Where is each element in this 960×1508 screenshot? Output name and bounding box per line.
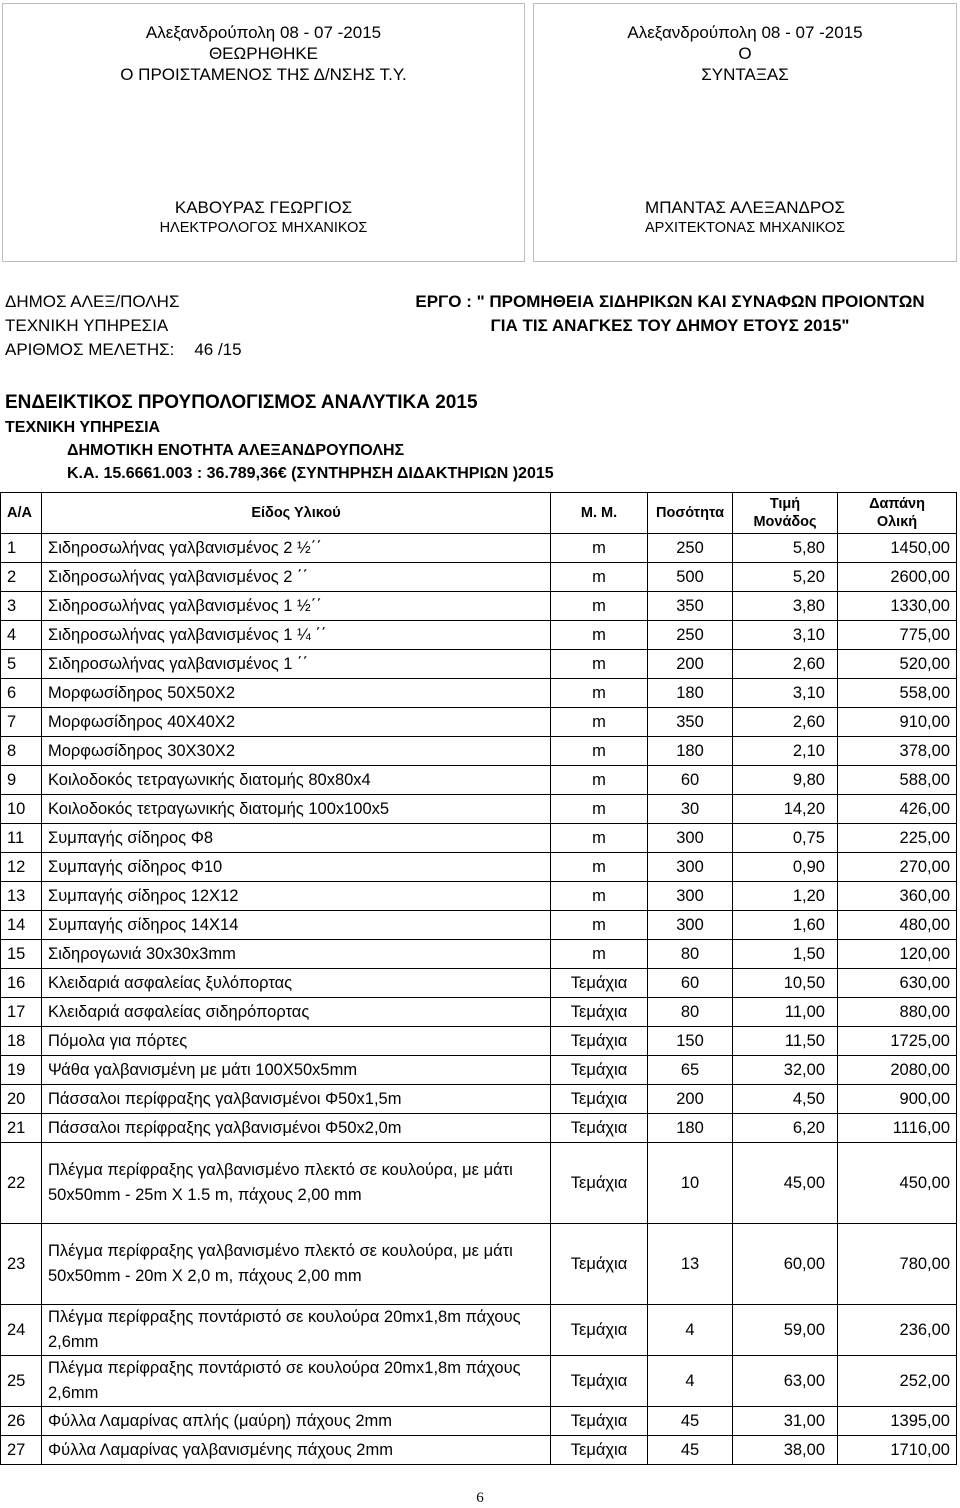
approver-date: Αλεξανδρούπολη 08 - 07 -2015 bbox=[145, 23, 382, 42]
row-number: 26 bbox=[1, 1407, 42, 1436]
row-quantity: 4 bbox=[648, 1356, 733, 1407]
project-line-1: ΕΡΓΟ : " ΠΡΟΜΗΘΕΙΑ ΣΙΔΗΡΙΚΩΝ ΚΑΙ ΣΥΝΑΦΩΝ ΠΡΟΙΟΝΤΩΝ bbox=[415, 292, 925, 311]
row-total: 360,00 bbox=[838, 882, 957, 911]
row-quantity: 180 bbox=[648, 737, 733, 766]
row-description: Κοιλοδοκός τετραγωνικής διατομής 100x100x5 bbox=[42, 795, 551, 824]
table-row bbox=[1, 766, 957, 795]
row-unit-price: 1,60 bbox=[733, 911, 838, 940]
row-total: 1116,00 bbox=[838, 1114, 957, 1143]
row-quantity: 200 bbox=[648, 650, 733, 679]
row-quantity: 300 bbox=[648, 853, 733, 882]
row-total: 2080,00 bbox=[838, 1056, 957, 1085]
study-label: ΑΡΙΘΜΟΣ ΜΕΛΕΤΗΣ: bbox=[5, 340, 175, 359]
budget-heading bbox=[5, 390, 554, 485]
row-description: Μορφωσίδηρος 50Χ50Χ2 bbox=[42, 679, 551, 708]
row-unit: Τεμάχια bbox=[551, 1305, 648, 1356]
col-price-header-line1: Τιμή bbox=[769, 496, 801, 512]
row-total: 450,00 bbox=[838, 1143, 957, 1224]
row-number: 16 bbox=[1, 969, 42, 998]
row-total: 1330,00 bbox=[838, 592, 957, 621]
row-unit: Τεμάχια bbox=[551, 969, 648, 998]
row-quantity: 250 bbox=[648, 534, 733, 563]
table-row bbox=[1, 708, 957, 737]
row-unit: m bbox=[551, 882, 648, 911]
row-unit-price: 60,00 bbox=[733, 1224, 838, 1305]
row-unit-price: 3,80 bbox=[733, 592, 838, 621]
study-number-line bbox=[5, 338, 242, 362]
row-total: 558,00 bbox=[838, 679, 957, 708]
row-quantity: 65 bbox=[648, 1056, 733, 1085]
approver-status: ΘΕΩΡΗΘΗΚΕ bbox=[208, 44, 319, 63]
row-quantity: 80 bbox=[648, 940, 733, 969]
row-total: 270,00 bbox=[838, 853, 957, 882]
table-row bbox=[1, 824, 957, 853]
col-total-header-line1: Δαπάνη bbox=[869, 496, 925, 512]
row-quantity: 30 bbox=[648, 795, 733, 824]
row-number: 25 bbox=[1, 1356, 42, 1407]
row-unit-price: 0,90 bbox=[733, 853, 838, 882]
row-total: 225,00 bbox=[838, 824, 957, 853]
col-unit-header: Μ. Μ. bbox=[551, 493, 648, 534]
table-row bbox=[1, 621, 957, 650]
row-unit-price: 2,60 bbox=[733, 708, 838, 737]
row-unit-price: 3,10 bbox=[733, 621, 838, 650]
row-number: 13 bbox=[1, 882, 42, 911]
row-unit: m bbox=[551, 679, 648, 708]
author-date: Αλεξανδρούπολη 08 - 07 -2015 bbox=[627, 23, 863, 42]
row-number: 6 bbox=[1, 679, 42, 708]
row-description: Σιδηροσωλήνας γαλβανισμένος 1 ΄΄ bbox=[42, 650, 551, 679]
table-row bbox=[1, 795, 957, 824]
row-description: Μορφωσίδηρος 40Χ40Χ2 bbox=[42, 708, 551, 737]
author-status: Ο bbox=[738, 44, 752, 63]
table-row bbox=[1, 679, 957, 708]
row-total: 780,00 bbox=[838, 1224, 957, 1305]
row-total: 775,00 bbox=[838, 621, 957, 650]
col-price-header-line2: Μονάδος bbox=[753, 514, 817, 530]
municipality: ΔΗΜΟΣ ΑΛΕΞ/ΠΟΛΗΣ bbox=[5, 292, 180, 311]
row-quantity: 180 bbox=[648, 679, 733, 708]
table-row bbox=[1, 940, 957, 969]
row-description: Κλειδαριά ασφαλείας σιδηρόπορτας bbox=[42, 998, 551, 1027]
row-number: 14 bbox=[1, 911, 42, 940]
row-quantity: 10 bbox=[648, 1143, 733, 1224]
row-quantity: 300 bbox=[648, 882, 733, 911]
table-row bbox=[1, 737, 957, 766]
row-unit-price: 45,00 bbox=[733, 1143, 838, 1224]
row-unit: Τεμάχια bbox=[551, 1407, 648, 1436]
table-row bbox=[1, 1085, 957, 1114]
table-row bbox=[1, 1224, 957, 1305]
table-row bbox=[1, 882, 957, 911]
row-quantity: 60 bbox=[648, 969, 733, 998]
row-total: 630,00 bbox=[838, 969, 957, 998]
row-unit: Τεμάχια bbox=[551, 1027, 648, 1056]
row-number: 9 bbox=[1, 766, 42, 795]
row-quantity: 4 bbox=[648, 1305, 733, 1356]
row-total: 520,00 bbox=[838, 650, 957, 679]
row-number: 1 bbox=[1, 534, 42, 563]
row-description: Σιδηροσωλήνας γαλβανισμένος 1 ¼ ΄΄ bbox=[42, 621, 551, 650]
page-number: 6 bbox=[476, 1490, 484, 1506]
table-row bbox=[1, 1436, 957, 1465]
row-unit-price: 3,10 bbox=[733, 679, 838, 708]
col-price-header bbox=[733, 493, 838, 534]
row-unit: Τεμάχια bbox=[551, 1436, 648, 1465]
table-row bbox=[1, 1143, 957, 1224]
row-description: Φύλλα Λαμαρίνας απλής (μαύρη) πάχους 2mm bbox=[42, 1407, 551, 1436]
row-unit-price: 38,00 bbox=[733, 1436, 838, 1465]
row-description: Συμπαγής σίδηρος 12Χ12 bbox=[42, 882, 551, 911]
row-number: 15 bbox=[1, 940, 42, 969]
row-total: 252,00 bbox=[838, 1356, 957, 1407]
table-row bbox=[1, 1114, 957, 1143]
row-quantity: 60 bbox=[648, 766, 733, 795]
table-row bbox=[1, 969, 957, 998]
row-description: Σιδηροσωλήνας γαλβανισμένος 2 ½΄΄ bbox=[42, 534, 551, 563]
row-quantity: 80 bbox=[648, 998, 733, 1027]
row-total: 2600,00 bbox=[838, 563, 957, 592]
row-unit-price: 0,75 bbox=[733, 824, 838, 853]
row-number: 11 bbox=[1, 824, 42, 853]
row-number: 27 bbox=[1, 1436, 42, 1465]
row-unit-price: 11,50 bbox=[733, 1027, 838, 1056]
items-table bbox=[0, 492, 957, 1465]
row-unit: Τεμάχια bbox=[551, 1224, 648, 1305]
row-quantity: 350 bbox=[648, 708, 733, 737]
row-unit: m bbox=[551, 592, 648, 621]
row-description: Κοιλοδοκός τετραγωνικής διατομής 80x80x4 bbox=[42, 766, 551, 795]
row-number: 2 bbox=[1, 563, 42, 592]
row-unit: Τεμάχια bbox=[551, 1056, 648, 1085]
budget-title: ΕΝΔΕΙΚΤΙΚΟΣ ΠΡΟΥΠΟΛΟΓΙΣΜΟΣ ΑΝΑΛΥΤΙΚΑ 2015 bbox=[5, 392, 478, 413]
row-unit-price: 31,00 bbox=[733, 1407, 838, 1436]
row-quantity: 300 bbox=[648, 824, 733, 853]
row-description: Μορφωσίδηρος 30Χ30Χ2 bbox=[42, 737, 551, 766]
row-total: 1710,00 bbox=[838, 1436, 957, 1465]
row-unit-price: 2,60 bbox=[733, 650, 838, 679]
row-number: 3 bbox=[1, 592, 42, 621]
row-quantity: 45 bbox=[648, 1407, 733, 1436]
signature-box-approver bbox=[2, 3, 525, 262]
row-unit: Τεμάχια bbox=[551, 1143, 648, 1224]
row-description: Σιδηρογωνιά 30x30x3mm bbox=[42, 940, 551, 969]
author-role: ΣΥΝΤΑΞΑΣ bbox=[701, 65, 789, 84]
table-header-row bbox=[1, 493, 957, 534]
row-description: Πλέγμα περίφραξης ποντάριστό σε κουλούρα 20mx1,8m πάχους 2,6mm bbox=[42, 1305, 551, 1356]
row-description: Ψάθα γαλβανισμένη με μάτι 100Χ50x5mm bbox=[42, 1056, 551, 1085]
table-row bbox=[1, 911, 957, 940]
row-unit-price: 5,80 bbox=[733, 534, 838, 563]
row-quantity: 500 bbox=[648, 563, 733, 592]
row-description: Πλέγμα περίφραξης γαλβανισμένο πλεκτό σε κουλούρα, με μάτι 50x50mm - 25m Χ 1.5 m, πάχους 2,00 mm bbox=[42, 1143, 551, 1224]
row-unit-price: 1,50 bbox=[733, 940, 838, 969]
table-row bbox=[1, 563, 957, 592]
row-unit-price: 2,10 bbox=[733, 737, 838, 766]
row-total: 900,00 bbox=[838, 1085, 957, 1114]
row-quantity: 45 bbox=[648, 1436, 733, 1465]
row-number: 8 bbox=[1, 737, 42, 766]
budget-service: ΤΕΧΝΙΚΗ ΥΠΗΡΕΣΙΑ bbox=[5, 419, 161, 436]
row-unit: m bbox=[551, 708, 648, 737]
row-total: 880,00 bbox=[838, 998, 957, 1027]
row-number: 5 bbox=[1, 650, 42, 679]
row-description: Σιδηροσωλήνας γαλβανισμένος 1 ½΄΄ bbox=[42, 592, 551, 621]
row-total: 378,00 bbox=[838, 737, 957, 766]
table-row bbox=[1, 1027, 957, 1056]
row-unit: m bbox=[551, 563, 648, 592]
issuer-block bbox=[5, 290, 242, 362]
row-unit-price: 63,00 bbox=[733, 1356, 838, 1407]
row-unit: m bbox=[551, 795, 648, 824]
row-number: 18 bbox=[1, 1027, 42, 1056]
row-quantity: 300 bbox=[648, 911, 733, 940]
row-quantity: 150 bbox=[648, 1027, 733, 1056]
row-total: 910,00 bbox=[838, 708, 957, 737]
row-number: 7 bbox=[1, 708, 42, 737]
row-total: 1395,00 bbox=[838, 1407, 957, 1436]
row-total: 120,00 bbox=[838, 940, 957, 969]
col-total-header bbox=[838, 493, 957, 534]
row-quantity: 180 bbox=[648, 1114, 733, 1143]
col-total-header-line2: Ολική bbox=[876, 514, 918, 530]
table-row bbox=[1, 1305, 957, 1356]
row-unit: m bbox=[551, 766, 648, 795]
project-line-2: ΓΙΑ ΤΙΣ ΑΝΑΓΚΕΣ ΤΟΥ ΔΗΜΟΥ ΕΤΟΥΣ 2015" bbox=[490, 316, 850, 335]
row-unit: m bbox=[551, 534, 648, 563]
row-unit: m bbox=[551, 853, 648, 882]
row-unit: m bbox=[551, 824, 648, 853]
row-unit-price: 6,20 bbox=[733, 1114, 838, 1143]
row-quantity: 250 bbox=[648, 621, 733, 650]
table-row bbox=[1, 1056, 957, 1085]
approver-title: ΗΛΕΚΤΡΟΛΟΓΟΣ ΜΗΧΑΝΙΚΟΣ bbox=[159, 220, 368, 236]
col-desc-header: Είδος Υλικού bbox=[42, 493, 551, 534]
table-row bbox=[1, 534, 957, 563]
row-unit: m bbox=[551, 911, 648, 940]
row-description: Κλειδαριά ασφαλείας ξυλόπορτας bbox=[42, 969, 551, 998]
row-unit-price: 10,50 bbox=[733, 969, 838, 998]
row-unit: Τεμάχια bbox=[551, 998, 648, 1027]
row-description: Συμπαγής σίδηρος 14Χ14 bbox=[42, 911, 551, 940]
row-number: 21 bbox=[1, 1114, 42, 1143]
row-total: 236,00 bbox=[838, 1305, 957, 1356]
budget-unit: ΔΗΜΟΤΙΚΗ ΕΝΟΤΗΤΑ ΑΛΕΞΑΝΔΡΟΥΠΟΛΗΣ bbox=[67, 442, 405, 459]
row-unit: Τεμάχια bbox=[551, 1114, 648, 1143]
project-title bbox=[385, 290, 955, 338]
col-num-header: Α/Α bbox=[1, 493, 42, 534]
service: ΤΕΧΝΙΚΗ ΥΠΗΡΕΣΙΑ bbox=[5, 316, 169, 335]
row-description: Πάσσαλοι περίφραξης γαλβανισμένοι Φ50x1,5m bbox=[42, 1085, 551, 1114]
table-row bbox=[1, 650, 957, 679]
table-row bbox=[1, 998, 957, 1027]
budget-code: Κ.Α. 15.6661.003 : 36.789,36€ (ΣΥΝΤΗΡΗΣΗ ΔΙΔΑΚΤΗΡΙΩΝ )2015 bbox=[67, 465, 554, 482]
row-unit-price: 11,00 bbox=[733, 998, 838, 1027]
row-quantity: 350 bbox=[648, 592, 733, 621]
col-qty-header: Ποσότητα bbox=[648, 493, 733, 534]
row-unit: m bbox=[551, 940, 648, 969]
row-quantity: 13 bbox=[648, 1224, 733, 1305]
table-row bbox=[1, 853, 957, 882]
table-row bbox=[1, 592, 957, 621]
row-total: 1725,00 bbox=[838, 1027, 957, 1056]
row-number: 19 bbox=[1, 1056, 42, 1085]
signature-box-author bbox=[533, 3, 957, 262]
row-unit-price: 9,80 bbox=[733, 766, 838, 795]
row-number: 12 bbox=[1, 853, 42, 882]
row-unit: Τεμάχια bbox=[551, 1356, 648, 1407]
row-unit: m bbox=[551, 621, 648, 650]
row-number: 23 bbox=[1, 1224, 42, 1305]
row-unit-price: 14,20 bbox=[733, 795, 838, 824]
row-unit-price: 4,50 bbox=[733, 1085, 838, 1114]
table-row bbox=[1, 1407, 957, 1436]
row-unit: Τεμάχια bbox=[551, 1085, 648, 1114]
table-row bbox=[1, 1356, 957, 1407]
row-total: 480,00 bbox=[838, 911, 957, 940]
row-description: Σιδηροσωλήνας γαλβανισμένος 2 ΄΄ bbox=[42, 563, 551, 592]
row-unit-price: 59,00 bbox=[733, 1305, 838, 1356]
row-unit-price: 5,20 bbox=[733, 563, 838, 592]
row-description: Συμπαγής σίδηρος Φ10 bbox=[42, 853, 551, 882]
row-description: Πάσσαλοι περίφραξης γαλβανισμένοι Φ50x2,0m bbox=[42, 1114, 551, 1143]
row-number: 4 bbox=[1, 621, 42, 650]
row-description: Φύλλα Λαμαρίνας γαλβανισμένης πάχους 2mm bbox=[42, 1436, 551, 1465]
row-unit-price: 1,20 bbox=[733, 882, 838, 911]
row-number: 17 bbox=[1, 998, 42, 1027]
row-description: Πλέγμα περίφραξης ποντάριστό σε κουλούρα 20mx1,8m πάχους 2,6mm bbox=[42, 1356, 551, 1407]
row-description: Πόμολα για πόρτες bbox=[42, 1027, 551, 1056]
row-description: Πλέγμα περίφραξης γαλβανισμένο πλεκτό σε κουλούρα, με μάτι 50x50mm - 20m Χ 2,0 m, πάχους 2,00 mm bbox=[42, 1224, 551, 1305]
author-title: ΑΡΧΙΤΕΚΤΟΝΑΣ ΜΗΧΑΝΙΚΟΣ bbox=[644, 220, 846, 236]
author-name: ΜΠΑΝΤΑΣ ΑΛΕΞΑΝΔΡΟΣ bbox=[645, 198, 845, 217]
row-unit: m bbox=[551, 650, 648, 679]
row-total: 588,00 bbox=[838, 766, 957, 795]
row-number: 20 bbox=[1, 1085, 42, 1114]
row-total: 426,00 bbox=[838, 795, 957, 824]
row-unit-price: 32,00 bbox=[733, 1056, 838, 1085]
row-description: Συμπαγής σίδηρος Φ8 bbox=[42, 824, 551, 853]
row-number: 22 bbox=[1, 1143, 42, 1224]
approver-role: Ο ΠΡΟΙΣΤΑΜΕΝΟΣ ΤΗΣ Δ/ΝΣΗΣ Τ.Υ. bbox=[120, 65, 407, 84]
approver-name: ΚΑΒΟΥΡΑΣ ΓΕΩΡΓΙΟΣ bbox=[174, 198, 353, 217]
row-unit: m bbox=[551, 737, 648, 766]
row-number: 10 bbox=[1, 795, 42, 824]
study-number: 46 /15 bbox=[194, 340, 242, 359]
table-body bbox=[1, 534, 957, 1465]
row-quantity: 200 bbox=[648, 1085, 733, 1114]
row-total: 1450,00 bbox=[838, 534, 957, 563]
row-number: 24 bbox=[1, 1305, 42, 1356]
